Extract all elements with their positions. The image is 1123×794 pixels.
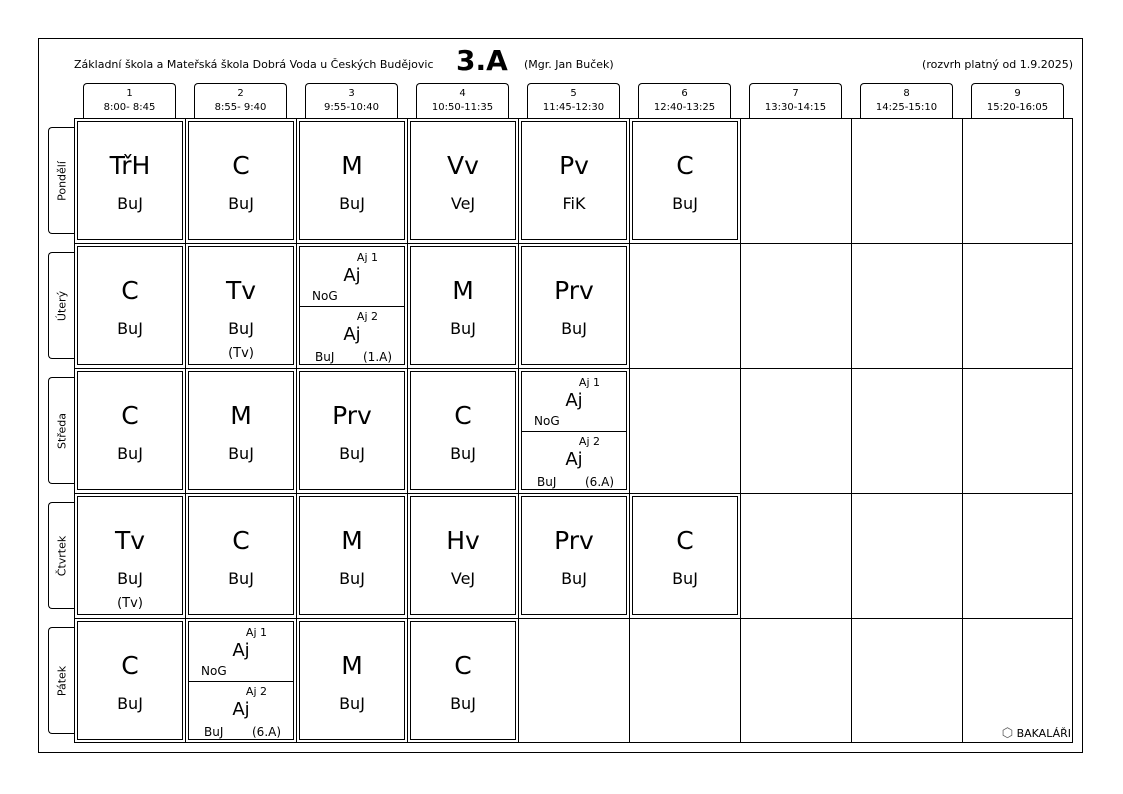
lesson-teacher: BuJ bbox=[339, 444, 365, 463]
lesson-teacher: BuJ bbox=[117, 694, 143, 713]
period-number: 2 bbox=[237, 88, 244, 99]
lesson-teacher: BuJ bbox=[339, 694, 365, 713]
grid-divider bbox=[185, 118, 186, 743]
lesson-cell[interactable] bbox=[521, 496, 627, 615]
period-number: 3 bbox=[348, 88, 355, 99]
lesson-note: (Tv) bbox=[117, 596, 143, 611]
group-label: Aj 1 bbox=[356, 251, 378, 264]
period-number: 1 bbox=[126, 88, 133, 99]
lesson-teacher: BuJ bbox=[117, 194, 143, 213]
day-label-tuesday: Úterý bbox=[48, 252, 74, 359]
lesson-cell[interactable] bbox=[299, 496, 405, 615]
grid-divider bbox=[962, 118, 963, 743]
lesson-group-1[interactable] bbox=[189, 622, 293, 682]
period-time: 13:30-14:15 bbox=[764, 102, 827, 113]
lesson-cell[interactable] bbox=[410, 371, 516, 490]
lesson-subject: C bbox=[454, 401, 472, 430]
day-label-wednesday: Středa bbox=[48, 377, 74, 484]
day-label-friday: Pátek bbox=[48, 627, 74, 734]
lesson-subject: Prv bbox=[554, 276, 594, 305]
lesson-teacher: BuJ bbox=[228, 569, 254, 588]
lesson-cell[interactable] bbox=[77, 496, 183, 615]
lesson-cell[interactable] bbox=[77, 371, 183, 490]
lesson-teacher: BuJ bbox=[117, 319, 143, 338]
lesson-teacher: BuJ bbox=[672, 194, 698, 213]
period-header-3 bbox=[305, 83, 398, 118]
day-label-monday: Pondělí bbox=[48, 127, 74, 234]
period-header-8 bbox=[860, 83, 953, 118]
lesson-teacher: BuJ bbox=[450, 444, 476, 463]
lesson-subject: M bbox=[230, 401, 252, 430]
schedule-validity: (rozvrh platný od 1.9.2025) bbox=[922, 58, 1073, 71]
lesson-subject: C bbox=[676, 151, 694, 180]
lesson-subject: C bbox=[121, 401, 139, 430]
lesson-teacher: VeJ bbox=[450, 569, 476, 588]
day-label-thursday: Čtvrtek bbox=[48, 502, 74, 609]
grid-divider bbox=[629, 118, 630, 743]
lesson-subject: C bbox=[454, 651, 472, 680]
group-label: Aj 1 bbox=[578, 376, 600, 389]
grid-divider bbox=[74, 243, 1073, 244]
lesson-cell[interactable] bbox=[77, 621, 183, 740]
joined-class: (6.A) bbox=[585, 475, 615, 489]
lesson-subject: C bbox=[232, 151, 250, 180]
brand-name: BAKALÁŘI bbox=[1016, 727, 1071, 740]
period-header-2 bbox=[194, 83, 287, 118]
lesson-cell[interactable] bbox=[521, 121, 627, 240]
lesson-subject: Aj bbox=[343, 265, 361, 286]
lesson-group-1[interactable] bbox=[522, 372, 626, 432]
group-label: Aj 2 bbox=[356, 310, 378, 323]
lesson-cell[interactable] bbox=[632, 121, 738, 240]
class-name: 3.A bbox=[456, 44, 508, 77]
bakalari-logo bbox=[1002, 726, 1071, 741]
period-time: 9:55-10:40 bbox=[324, 102, 379, 113]
period-time: 12:40-13:25 bbox=[653, 102, 716, 113]
bakalari-logo-icon: ⬡ bbox=[1001, 726, 1014, 741]
lesson-cell[interactable] bbox=[188, 496, 294, 615]
lesson-cell[interactable] bbox=[77, 121, 183, 240]
group-label: Aj 1 bbox=[245, 626, 267, 639]
lesson-group-2[interactable] bbox=[300, 306, 404, 364]
lesson-teacher: BuJ bbox=[561, 319, 587, 338]
lesson-teacher: BuJ bbox=[228, 444, 254, 463]
lesson-subject: C bbox=[121, 651, 139, 680]
lesson-group-2[interactable] bbox=[189, 681, 293, 739]
period-header-6 bbox=[638, 83, 731, 118]
grid-divider bbox=[740, 118, 741, 743]
lesson-cell[interactable] bbox=[299, 621, 405, 740]
period-number: 6 bbox=[681, 88, 688, 99]
group-label: Aj 2 bbox=[578, 435, 600, 448]
period-number: 9 bbox=[1014, 88, 1021, 99]
grid-divider bbox=[407, 118, 408, 743]
lesson-subject: Tv bbox=[225, 276, 257, 305]
joined-class: (1.A) bbox=[363, 350, 393, 364]
lesson-teacher: VeJ bbox=[450, 194, 476, 213]
lesson-subject: Aj bbox=[232, 699, 250, 720]
lesson-cell[interactable] bbox=[188, 121, 294, 240]
lesson-subject: Prv bbox=[554, 526, 594, 555]
grid-divider bbox=[518, 118, 519, 743]
grid-divider bbox=[74, 368, 1073, 369]
lesson-teacher: BuJ bbox=[315, 350, 335, 364]
period-time: 8:55- 9:40 bbox=[214, 102, 267, 113]
lesson-teacher: BuJ bbox=[339, 569, 365, 588]
period-time: 15:20-16:05 bbox=[986, 102, 1049, 113]
lesson-teacher: BuJ bbox=[339, 194, 365, 213]
lesson-teacher: BuJ bbox=[561, 569, 587, 588]
lesson-subject: Aj bbox=[565, 449, 583, 470]
lesson-teacher: BuJ bbox=[672, 569, 698, 588]
lesson-cell[interactable] bbox=[410, 496, 516, 615]
lesson-cell[interactable] bbox=[188, 246, 294, 365]
lesson-subject: M bbox=[341, 651, 363, 680]
lesson-teacher: BuJ bbox=[117, 569, 143, 588]
period-header-5 bbox=[527, 83, 620, 118]
lesson-subject: M bbox=[452, 276, 474, 305]
lesson-group-2[interactable] bbox=[522, 431, 626, 489]
lesson-cell[interactable] bbox=[410, 621, 516, 740]
class-teacher: (Mgr. Jan Buček) bbox=[524, 58, 614, 71]
lesson-cell[interactable] bbox=[77, 246, 183, 365]
group-label: Aj 2 bbox=[245, 685, 267, 698]
lesson-subject: Vv bbox=[447, 151, 479, 180]
period-time: 10:50-11:35 bbox=[431, 102, 494, 113]
grid-divider bbox=[851, 118, 852, 743]
lesson-group-1[interactable] bbox=[300, 247, 404, 307]
lesson-teacher: NoG bbox=[312, 289, 338, 303]
lesson-subject: TřH bbox=[109, 151, 151, 180]
lesson-teacher: FiK bbox=[562, 194, 586, 213]
period-time: 14:25-15:10 bbox=[875, 102, 938, 113]
period-header-7 bbox=[749, 83, 842, 118]
lesson-subject: C bbox=[676, 526, 694, 555]
lesson-teacher: BuJ bbox=[228, 319, 254, 338]
joined-class: (6.A) bbox=[252, 725, 282, 739]
lesson-teacher: NoG bbox=[201, 664, 227, 678]
lesson-subject: M bbox=[341, 151, 363, 180]
period-header-9 bbox=[971, 83, 1064, 118]
grid-divider bbox=[74, 493, 1073, 494]
lesson-teacher: BuJ bbox=[450, 694, 476, 713]
school-name: Základní škola a Mateřská škola Dobrá Voda u Českých Budějovic bbox=[74, 58, 434, 71]
lesson-cell[interactable] bbox=[632, 496, 738, 615]
lesson-subject: C bbox=[121, 276, 139, 305]
split-lesson-cell[interactable] bbox=[188, 621, 294, 740]
lesson-teacher: BuJ bbox=[204, 725, 224, 739]
period-number: 7 bbox=[792, 88, 799, 99]
lesson-teacher: BuJ bbox=[537, 475, 557, 489]
lesson-teacher: NoG bbox=[534, 414, 560, 428]
grid-divider bbox=[74, 618, 1073, 619]
lesson-subject: Prv bbox=[332, 401, 372, 430]
split-lesson-cell[interactable] bbox=[521, 371, 627, 490]
lesson-cell[interactable] bbox=[299, 121, 405, 240]
lesson-cell[interactable] bbox=[410, 121, 516, 240]
lesson-subject: Aj bbox=[565, 390, 583, 411]
grid-divider bbox=[296, 118, 297, 743]
lesson-subject: M bbox=[341, 526, 363, 555]
period-number: 5 bbox=[570, 88, 577, 99]
lesson-cell[interactable] bbox=[188, 371, 294, 490]
period-number: 4 bbox=[459, 88, 466, 99]
lesson-subject: Pv bbox=[559, 151, 589, 180]
lesson-teacher: BuJ bbox=[228, 194, 254, 213]
lesson-subject: Hv bbox=[446, 526, 480, 555]
lesson-teacher: BuJ bbox=[450, 319, 476, 338]
split-lesson-cell[interactable] bbox=[299, 246, 405, 365]
lesson-subject: Aj bbox=[343, 324, 361, 345]
lesson-cell[interactable] bbox=[410, 246, 516, 365]
period-time: 8:00- 8:45 bbox=[103, 102, 156, 113]
period-header-4 bbox=[416, 83, 509, 118]
lesson-subject: Aj bbox=[232, 640, 250, 661]
lesson-teacher: BuJ bbox=[117, 444, 143, 463]
period-header-1 bbox=[83, 83, 176, 118]
lesson-cell[interactable] bbox=[521, 246, 627, 365]
period-number: 8 bbox=[903, 88, 910, 99]
period-time: 11:45-12:30 bbox=[542, 102, 605, 113]
lesson-subject: C bbox=[232, 526, 250, 555]
lesson-cell[interactable] bbox=[299, 371, 405, 490]
lesson-subject: Tv bbox=[114, 526, 146, 555]
lesson-note: (Tv) bbox=[228, 346, 254, 361]
